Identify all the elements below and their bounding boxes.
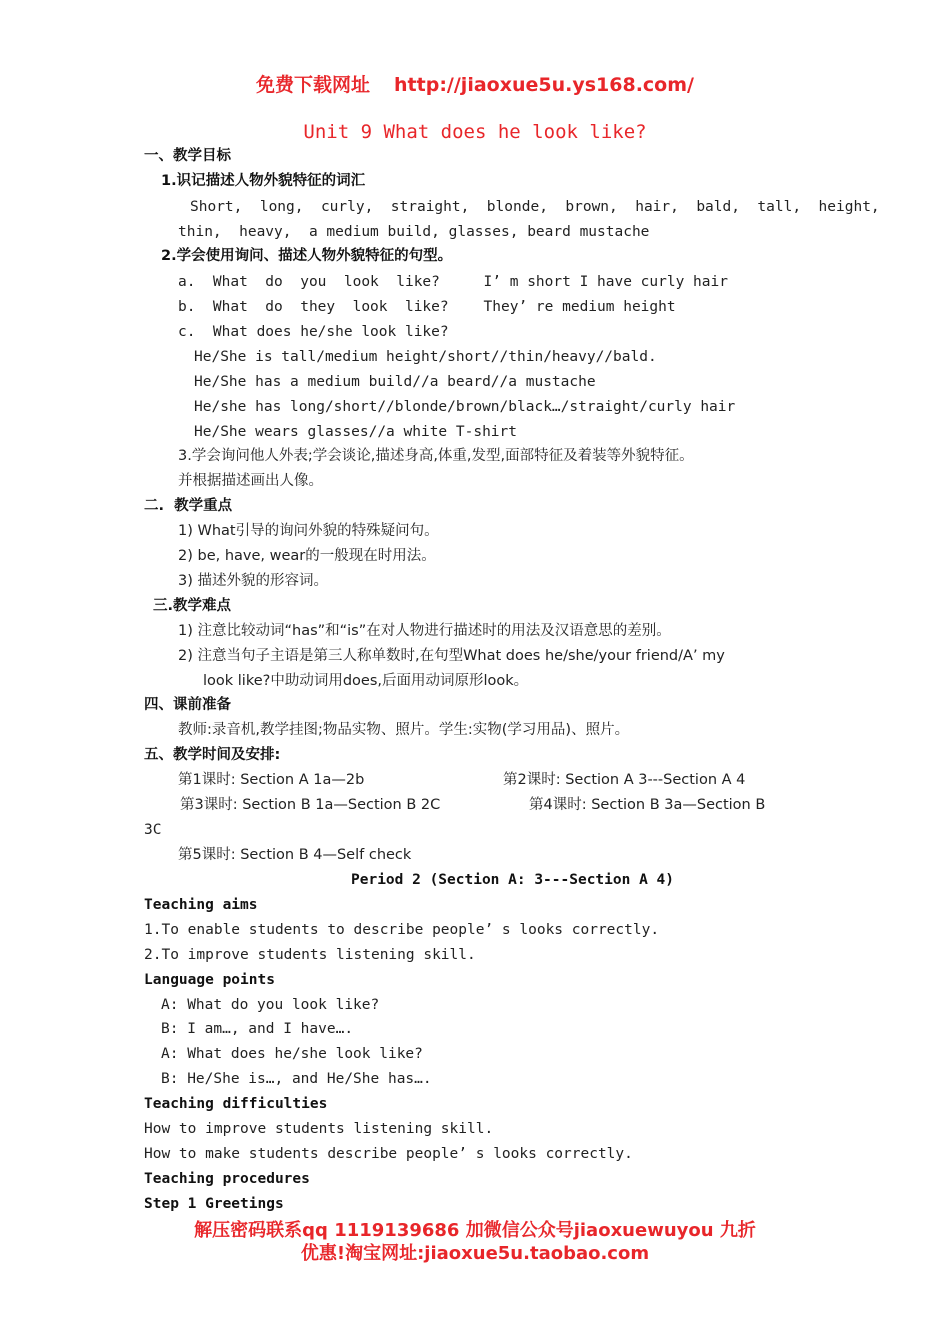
download-header bbox=[0, 70, 950, 97]
header-label: 免费下载网址 bbox=[256, 74, 371, 96]
section-heading-goals: 一、教学目标 bbox=[144, 148, 231, 164]
difficulty-item-1: How to improve students listening skill. bbox=[144, 1121, 494, 1137]
goal-2: 2.学会使用询问、描述人物外貌特征的句型。 bbox=[161, 248, 453, 264]
step-1-heading: Step 1 Greetings bbox=[144, 1196, 284, 1212]
pattern-b: b. What do they look like? They’ re medium height bbox=[178, 299, 676, 315]
teaching-difficulties-heading: Teaching difficulties bbox=[144, 1096, 328, 1112]
teaching-procedures-heading: Teaching procedures bbox=[144, 1171, 310, 1187]
pattern-a: a. What do you look like? I’ m short I have curly hair bbox=[178, 274, 728, 290]
language-point-3: A: What does he/she look like? bbox=[161, 1046, 423, 1062]
schedule-period-3: 第3课时: Section B 1a—Section B 2C bbox=[180, 797, 441, 813]
focus-3: 3) 描述外貌的形容词。 bbox=[178, 573, 328, 589]
aim-2: 2.To improve students listening skill. bbox=[144, 947, 476, 963]
section-heading-focus: 二. 教学重点 bbox=[144, 498, 233, 514]
pattern-c-2: He/She has a medium build//a beard//a mustache bbox=[194, 374, 596, 390]
footer-line-1: 解压密码联系qq 1119139686 加微信公众号jiaoxuewuyou 九折 bbox=[194, 1220, 756, 1241]
difficulty-2-cont: look like?中助动词用does,后面用动词原形look。 bbox=[203, 673, 529, 689]
prep-text: 教师:录音机,教学挂图;物品实物、照片。学生:实物(学习用品)、照片。 bbox=[178, 722, 630, 738]
teaching-aims-heading: Teaching aims bbox=[144, 897, 258, 913]
focus-1: 1) What引导的询问外貌的特殊疑问句。 bbox=[178, 523, 439, 539]
section-heading-prep: 四、课前准备 bbox=[144, 697, 231, 713]
section-heading-difficulty: 三.教学难点 bbox=[153, 598, 232, 614]
pattern-c-4: He/She wears glasses//a white T-shirt bbox=[194, 424, 518, 440]
header-url[interactable]: http://jiaoxue5u.ys168.com/ bbox=[394, 74, 694, 96]
vocab-line-1: Short, long, curly, straight, blonde, brown, hair, bald, tall, height, bbox=[190, 199, 880, 215]
language-point-1: A: What do you look like? bbox=[161, 997, 380, 1013]
difficulty-1: 1) 注意比较动词“has”和“is”在对人物进行描述时的用法及汉语意思的差别。 bbox=[178, 623, 671, 639]
schedule-period-4-cont: 3C bbox=[144, 822, 162, 838]
page-title: Unit 9 What does he look like? bbox=[303, 121, 647, 143]
language-points-heading: Language points bbox=[144, 972, 275, 988]
language-point-2: B: I am…, and I have…. bbox=[161, 1021, 354, 1037]
schedule-period-4: 第4课时: Section B 3a—Section B bbox=[529, 797, 766, 813]
pattern-c-3: He/she has long/short//blonde/brown/black…/straight/curly hair bbox=[194, 399, 736, 415]
language-point-4: B: He/She is…, and He/She has…. bbox=[161, 1071, 432, 1087]
pattern-c: c. What does he/she look like? bbox=[178, 324, 449, 340]
difficulty-2: 2) 注意当句子主语是第三人称单数时,在句型What does he/she/your friend/A’ my bbox=[178, 648, 725, 664]
goal-1: 1.识记描述人物外貌特征的词汇 bbox=[161, 173, 366, 189]
difficulty-item-2: How to make students describe people’ s looks correctly. bbox=[144, 1146, 633, 1162]
schedule-period-5: 第5课时: Section B 4—Self check bbox=[178, 847, 412, 863]
section-heading-schedule: 五、教学时间及安排: bbox=[144, 747, 281, 763]
focus-2: 2) be, have, wear的一般现在时用法。 bbox=[178, 548, 436, 564]
period-heading: Period 2 (Section A: 3---Section A 4) bbox=[351, 872, 675, 888]
goal-3-cont: 并根据描述画出人像。 bbox=[178, 473, 323, 489]
footer-line-2: 优惠!淘宝网址:jiaoxue5u.taobao.com bbox=[300, 1243, 650, 1264]
pattern-c-1: He/She is tall/medium height/short//thin/heavy//bald. bbox=[194, 349, 657, 365]
aim-1: 1.To enable students to describe people’ s looks correctly. bbox=[144, 922, 660, 938]
schedule-period-1: 第1课时: Section A 1a—2b bbox=[178, 772, 365, 788]
goal-3: 3.学会询问他人外表;学会谈论,描述身高,体重,发型,面部特征及着装等外貌特征。 bbox=[178, 448, 694, 464]
schedule-period-2: 第2课时: Section A 3---Section A 4 bbox=[503, 772, 746, 788]
vocab-line-2: thin, heavy, a medium build, glasses, beard mustache bbox=[178, 224, 650, 240]
